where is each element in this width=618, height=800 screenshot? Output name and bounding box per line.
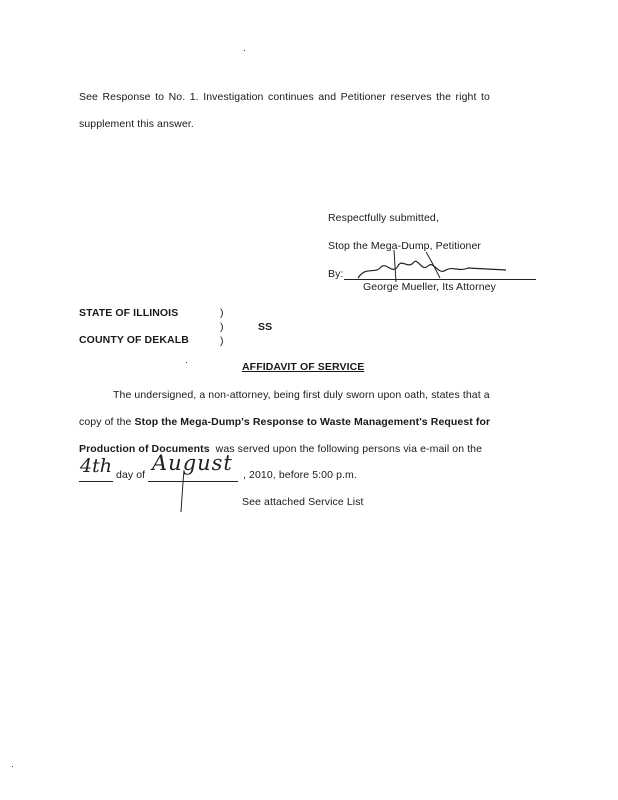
- day-blank-line: [79, 481, 113, 482]
- venue-paren-bot: ): [220, 335, 224, 347]
- scan-speck: [244, 50, 245, 51]
- affidavit-line-2-pre: copy of the: [79, 416, 132, 428]
- affidavit-title: AFFIDAVIT OF SERVICE: [242, 361, 365, 373]
- scan-speck: [186, 362, 187, 363]
- signer-name: George Mueller, Its Attorney: [363, 281, 496, 293]
- closing: Respectfully submitted,: [328, 212, 439, 224]
- document-title-part-1: Stop the Mega-Dump's Response to Waste Management's Request for: [134, 416, 491, 428]
- affidavit-line-3-post: was served upon the following persons via e-mail on the: [215, 443, 483, 455]
- venue-paren-top: ): [220, 307, 224, 319]
- document-title-part-2: Production of Documents: [79, 443, 210, 455]
- day-of-label: day of: [116, 469, 146, 481]
- month-stroke-mark: [176, 468, 196, 518]
- party-name: Stop the Mega-Dump, Petitioner: [328, 240, 481, 252]
- year-text: , 2010, before 5:00 p.m.: [243, 469, 357, 481]
- month-handwritten: August: [152, 451, 233, 475]
- service-list-note: See attached Service List: [242, 496, 364, 508]
- venue-state: STATE OF ILLINOIS: [79, 307, 179, 319]
- scan-speck: [12, 766, 13, 767]
- response-line-1: See Response to No. 1. Investigation continues and Petitioner reserves the right to: [79, 91, 490, 103]
- affidavit-line-3: [79, 443, 482, 455]
- venue-ss: SS: [258, 321, 273, 333]
- venue-county: COUNTY OF DEKALB: [79, 334, 189, 346]
- venue-paren-mid: ): [220, 321, 224, 333]
- by-label: By:: [328, 268, 344, 280]
- response-line-2: supplement this answer.: [79, 118, 194, 130]
- day-handwritten: 4th: [80, 455, 112, 477]
- affidavit-line-2: [79, 416, 490, 428]
- affidavit-line-1: The undersigned, a non-attorney, being first duly sworn upon oath, states that a: [113, 389, 490, 401]
